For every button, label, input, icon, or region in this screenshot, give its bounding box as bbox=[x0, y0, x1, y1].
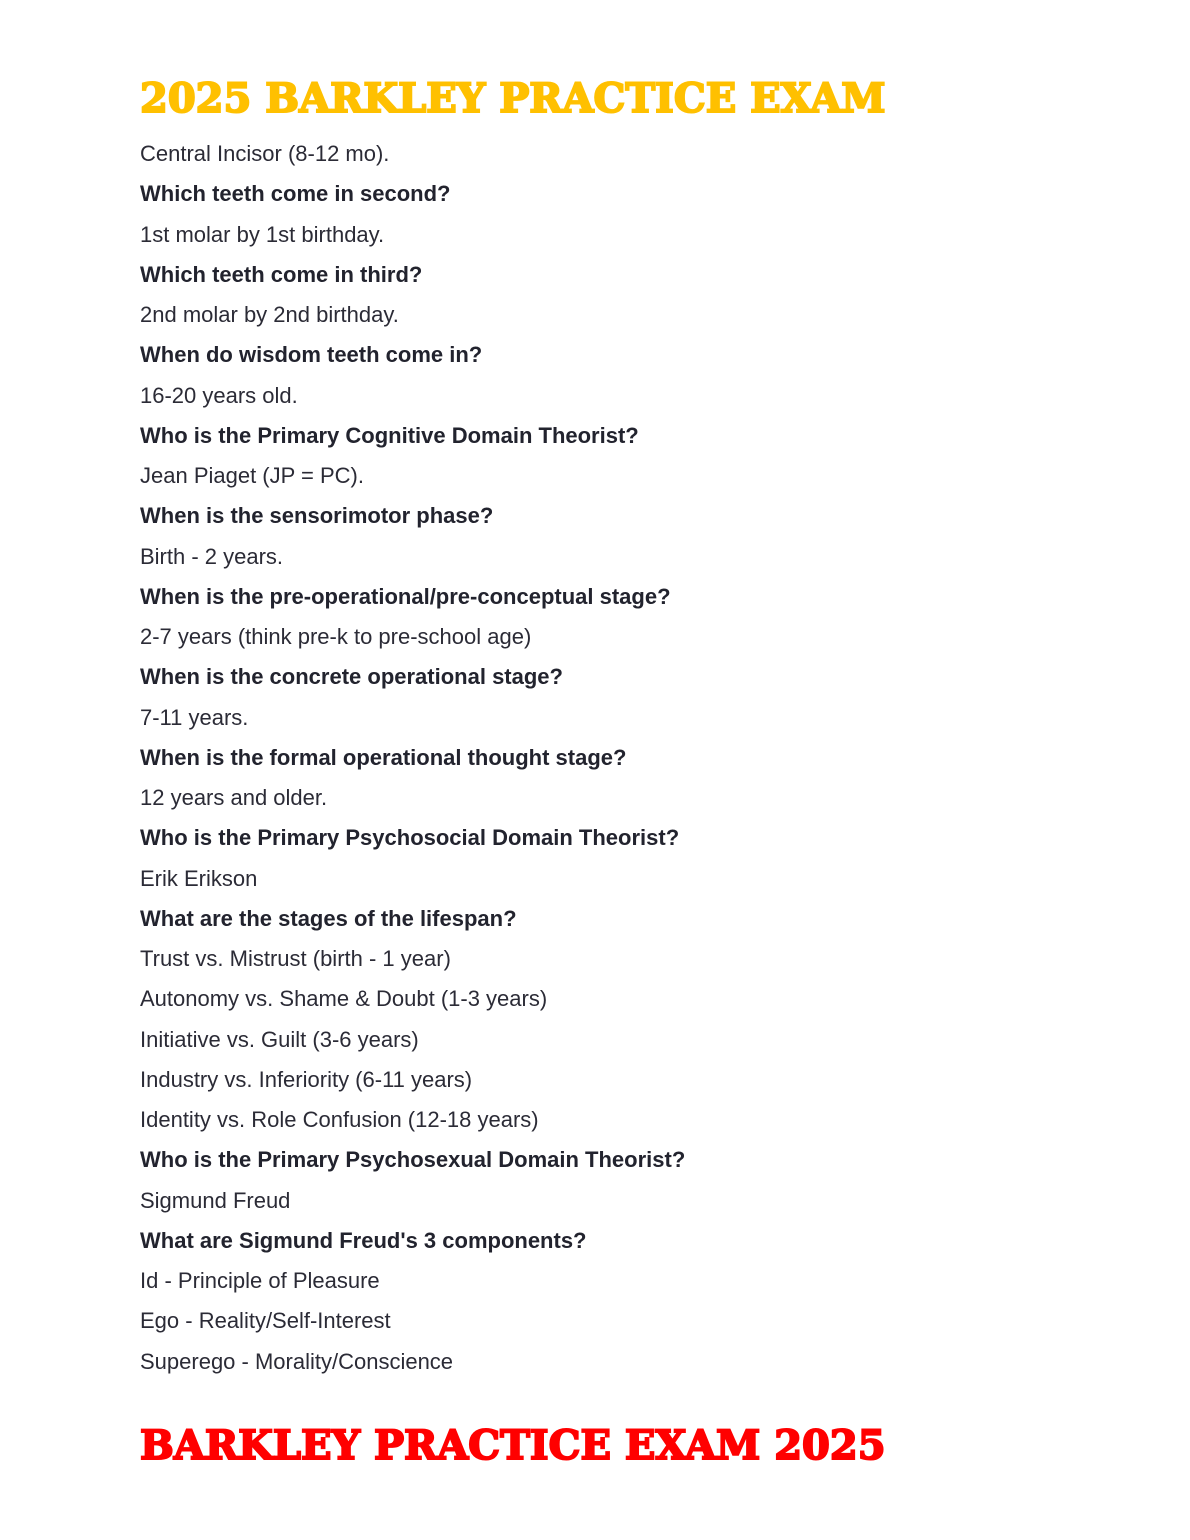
question-line: When is the concrete operational stage? bbox=[140, 664, 563, 690]
question-line: Which teeth come in second? bbox=[140, 181, 451, 207]
answer-line: Superego - Morality/Conscience bbox=[140, 1348, 454, 1374]
question-line: When is the pre-operational/pre-conceptual stage? bbox=[140, 583, 671, 609]
header-banner-title: 2025 BARKLEY PRACTICE EXAM bbox=[140, 75, 886, 122]
answer-line: Trust vs. Mistrust (birth - 1 year) bbox=[140, 946, 451, 971]
answer-line: 12 years and older. bbox=[140, 785, 328, 810]
question-line: What are Sigmund Freud's 3 components? bbox=[140, 1227, 587, 1253]
question-line: Who is the Primary Psychosocial Domain Theorist? bbox=[140, 825, 680, 851]
question-line: Who is the Primary Cognitive Domain Theorist? bbox=[140, 422, 639, 448]
answer-line: Id - Principle of Pleasure bbox=[140, 1268, 380, 1293]
answer-line: 16-20 years old. bbox=[140, 382, 298, 408]
answer-line: 1st molar by 1st birthday. bbox=[140, 221, 385, 247]
qa-list bbox=[140, 136, 1100, 1384]
footer-banner-title: BARKLEY PRACTICE EXAM 2025 bbox=[140, 1422, 886, 1469]
question-line: When is the formal operational thought stage? bbox=[140, 744, 627, 770]
question-line: Which teeth come in third? bbox=[140, 261, 423, 287]
answer-line: Birth - 2 years. bbox=[140, 543, 284, 569]
answer-line: Sigmund Freud bbox=[140, 1187, 291, 1213]
answer-line: 2-7 years (think pre-k to pre-school age) bbox=[140, 624, 532, 649]
answer-line: Industry vs. Inferiority (6-11 years) bbox=[140, 1066, 473, 1092]
answer-line: 2nd molar by 2nd birthday. bbox=[140, 302, 399, 327]
answer-line: Erik Erikson bbox=[140, 865, 258, 891]
question-line: When do wisdom teeth come in? bbox=[140, 342, 483, 368]
answer-line: 7-11 years. bbox=[140, 704, 249, 730]
answer-line: Ego - Reality/Self-Interest bbox=[140, 1308, 391, 1334]
answer-line: Central Incisor (8-12 mo). bbox=[140, 141, 390, 166]
question-line: When is the sensorimotor phase? bbox=[140, 503, 494, 529]
question-line: Who is the Primary Psychosexual Domain Theorist? bbox=[140, 1147, 686, 1173]
answer-line: Identity vs. Role Confusion (12-18 years) bbox=[140, 1107, 539, 1132]
question-line: What are the stages of the lifespan? bbox=[140, 905, 517, 931]
answer-line: Autonomy vs. Shame & Doubt (1-3 years) bbox=[140, 986, 548, 1012]
answer-line: Jean Piaget (JP = PC). bbox=[140, 463, 364, 488]
answer-line: Initiative vs. Guilt (3-6 years) bbox=[140, 1026, 419, 1052]
